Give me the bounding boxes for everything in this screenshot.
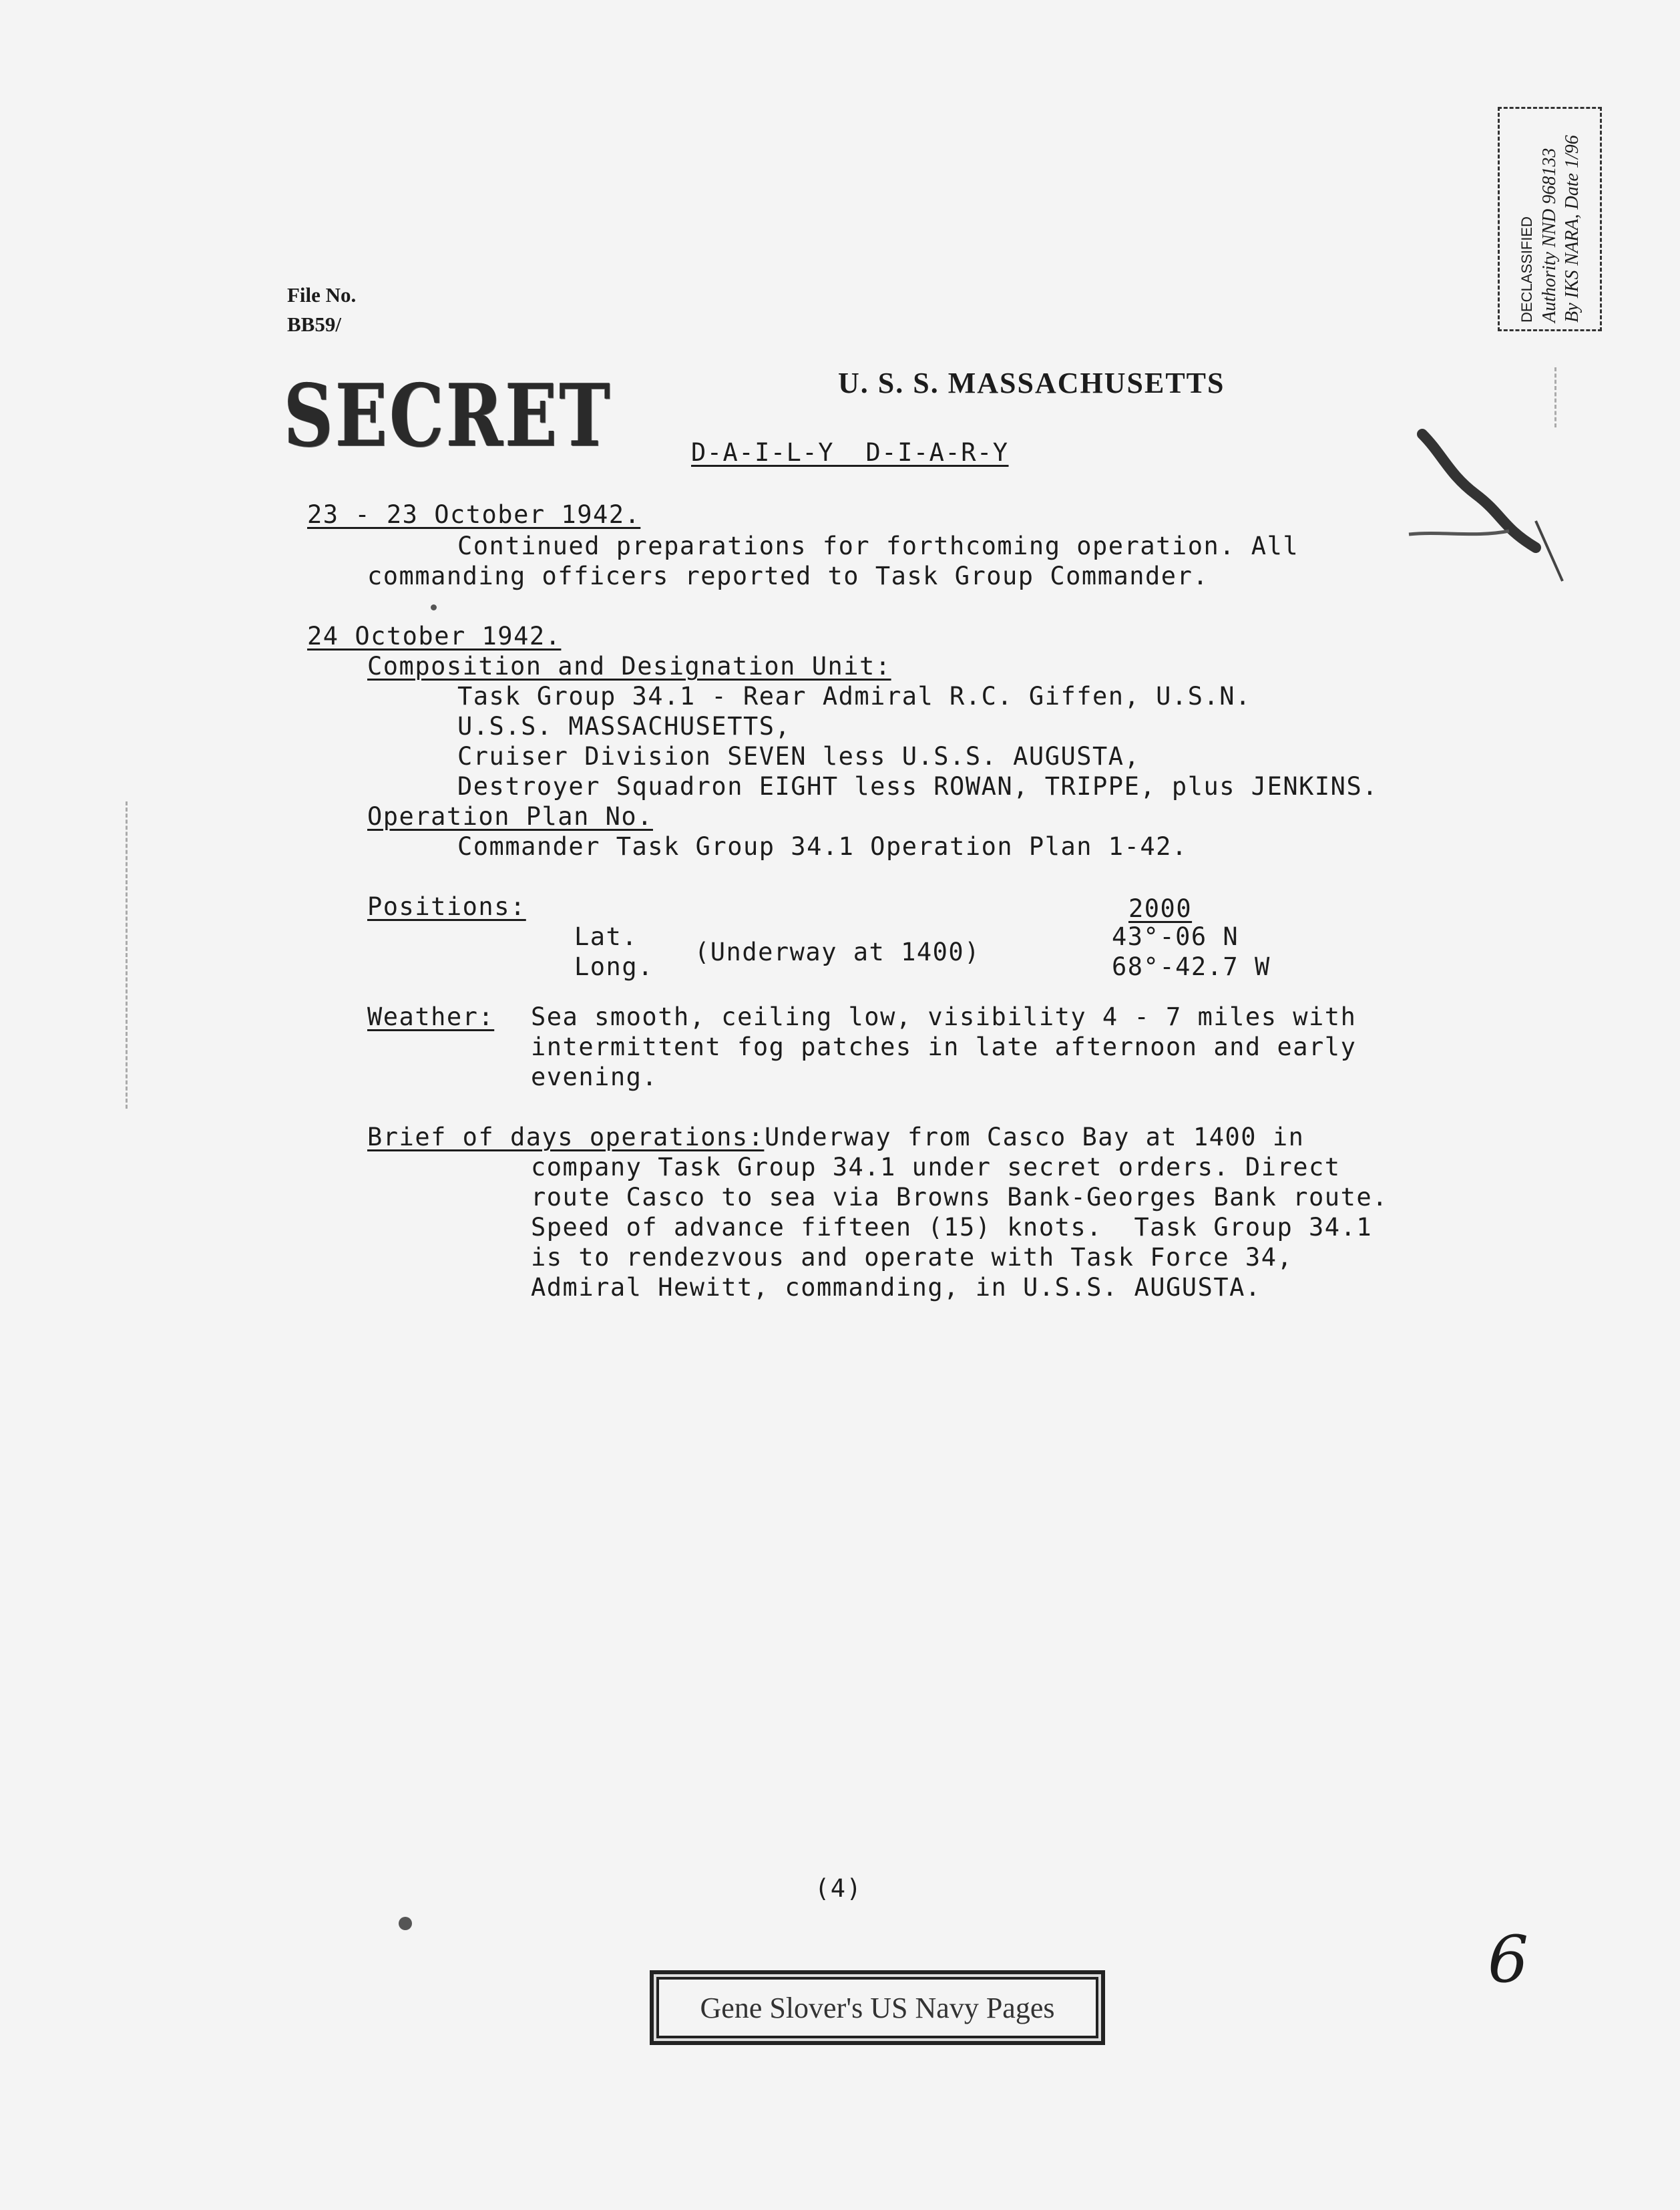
brief-line: company Task Group 34.1 under secret orders. Direct <box>531 1153 1341 1181</box>
composition-line: U.S.S. MASSACHUSETTS, <box>457 712 791 741</box>
file-no-label: File No. <box>287 283 357 307</box>
entry-text: commanding officers reported to Task Group Commander. <box>367 562 1209 590</box>
declassified-stamp-text <box>1516 116 1584 323</box>
secret-stamp: SECRET <box>284 366 613 466</box>
composition-line: Cruiser Division SEVEN less U.S.S. AUGUSTA, <box>457 742 1140 771</box>
positions-time: 2000 <box>1128 894 1193 923</box>
brief-line: is to rendezvous and operate with Task Force 34, <box>531 1243 1293 1272</box>
brief-line: route Casco to sea via Browns Bank-Georges Bank route. <box>531 1183 1388 1212</box>
document-title: D-A-I-L-Y D-I-A-R-Y <box>691 438 1009 467</box>
composition-line: Task Group 34.1 - Rear Admiral R.C. Giffen, U.S.N. <box>457 682 1251 711</box>
weather-heading: Weather: <box>367 1002 495 1031</box>
brief-line: Speed of advance fifteen (15) knots. Task Group 34.1 <box>531 1213 1373 1242</box>
ink-spot <box>399 1917 412 1930</box>
composition-heading: Composition and Designation Unit: <box>367 652 891 681</box>
declassified-label: DECLASSIFIED <box>1518 216 1535 323</box>
file-number-block <box>287 281 356 339</box>
credit-text: Gene Slover's US Navy Pages <box>700 1991 1055 2024</box>
scan-edge-mark <box>126 801 128 1109</box>
latitude-label: Lat. <box>574 922 638 951</box>
weather-line: evening. <box>531 1063 658 1091</box>
declassified-by: By IKS NARA, Date 1/96 <box>1562 135 1583 323</box>
declassified-stamp <box>1498 107 1602 331</box>
entry-text: Continued preparations for forthcoming operation. All <box>457 532 1299 560</box>
handwritten-page-number: 6 <box>1488 1922 1529 1997</box>
longitude-label: Long. <box>574 952 654 981</box>
entry-date: 23 - 23 October 1942. <box>307 500 641 529</box>
credit-box <box>650 1970 1105 2045</box>
brief-line: Underway from Casco Bay at 1400 in <box>765 1123 1305 1151</box>
latitude-value: 43°-06 N <box>1112 922 1239 951</box>
brief-heading: Brief of days operations: <box>367 1123 765 1151</box>
ink-spot <box>431 604 437 610</box>
ship-name: U. S. S. MASSACHUSETTS <box>838 367 1225 399</box>
positions-heading: Positions: <box>367 892 526 921</box>
brief-line: Admiral Hewitt, commanding, in U.S.S. AUGUSTA. <box>531 1273 1261 1302</box>
composition-line: Destroyer Squadron EIGHT less ROWAN, TRIPPE, plus JENKINS. <box>457 772 1379 801</box>
underway-note: (Underway at 1400) <box>694 938 980 966</box>
weather-line: intermittent fog patches in late afternoon and early <box>531 1033 1357 1061</box>
weather-line: Sea smooth, ceiling low, visibility 4 - 7 miles with <box>531 1002 1357 1031</box>
operation-plan: Commander Task Group 34.1 Operation Plan 1-42. <box>457 832 1188 861</box>
longitude-value: 68°-42.7 W <box>1112 952 1271 981</box>
page-number: (4) <box>815 1874 863 1903</box>
entry-date: 24 October 1942. <box>307 622 562 651</box>
declassified-authority: Authority NND 968133 <box>1539 148 1560 323</box>
file-no-value: BB59/ <box>287 313 341 336</box>
operation-plan-heading: Operation Plan No. <box>367 802 653 831</box>
ink-scribble <box>1402 414 1576 588</box>
